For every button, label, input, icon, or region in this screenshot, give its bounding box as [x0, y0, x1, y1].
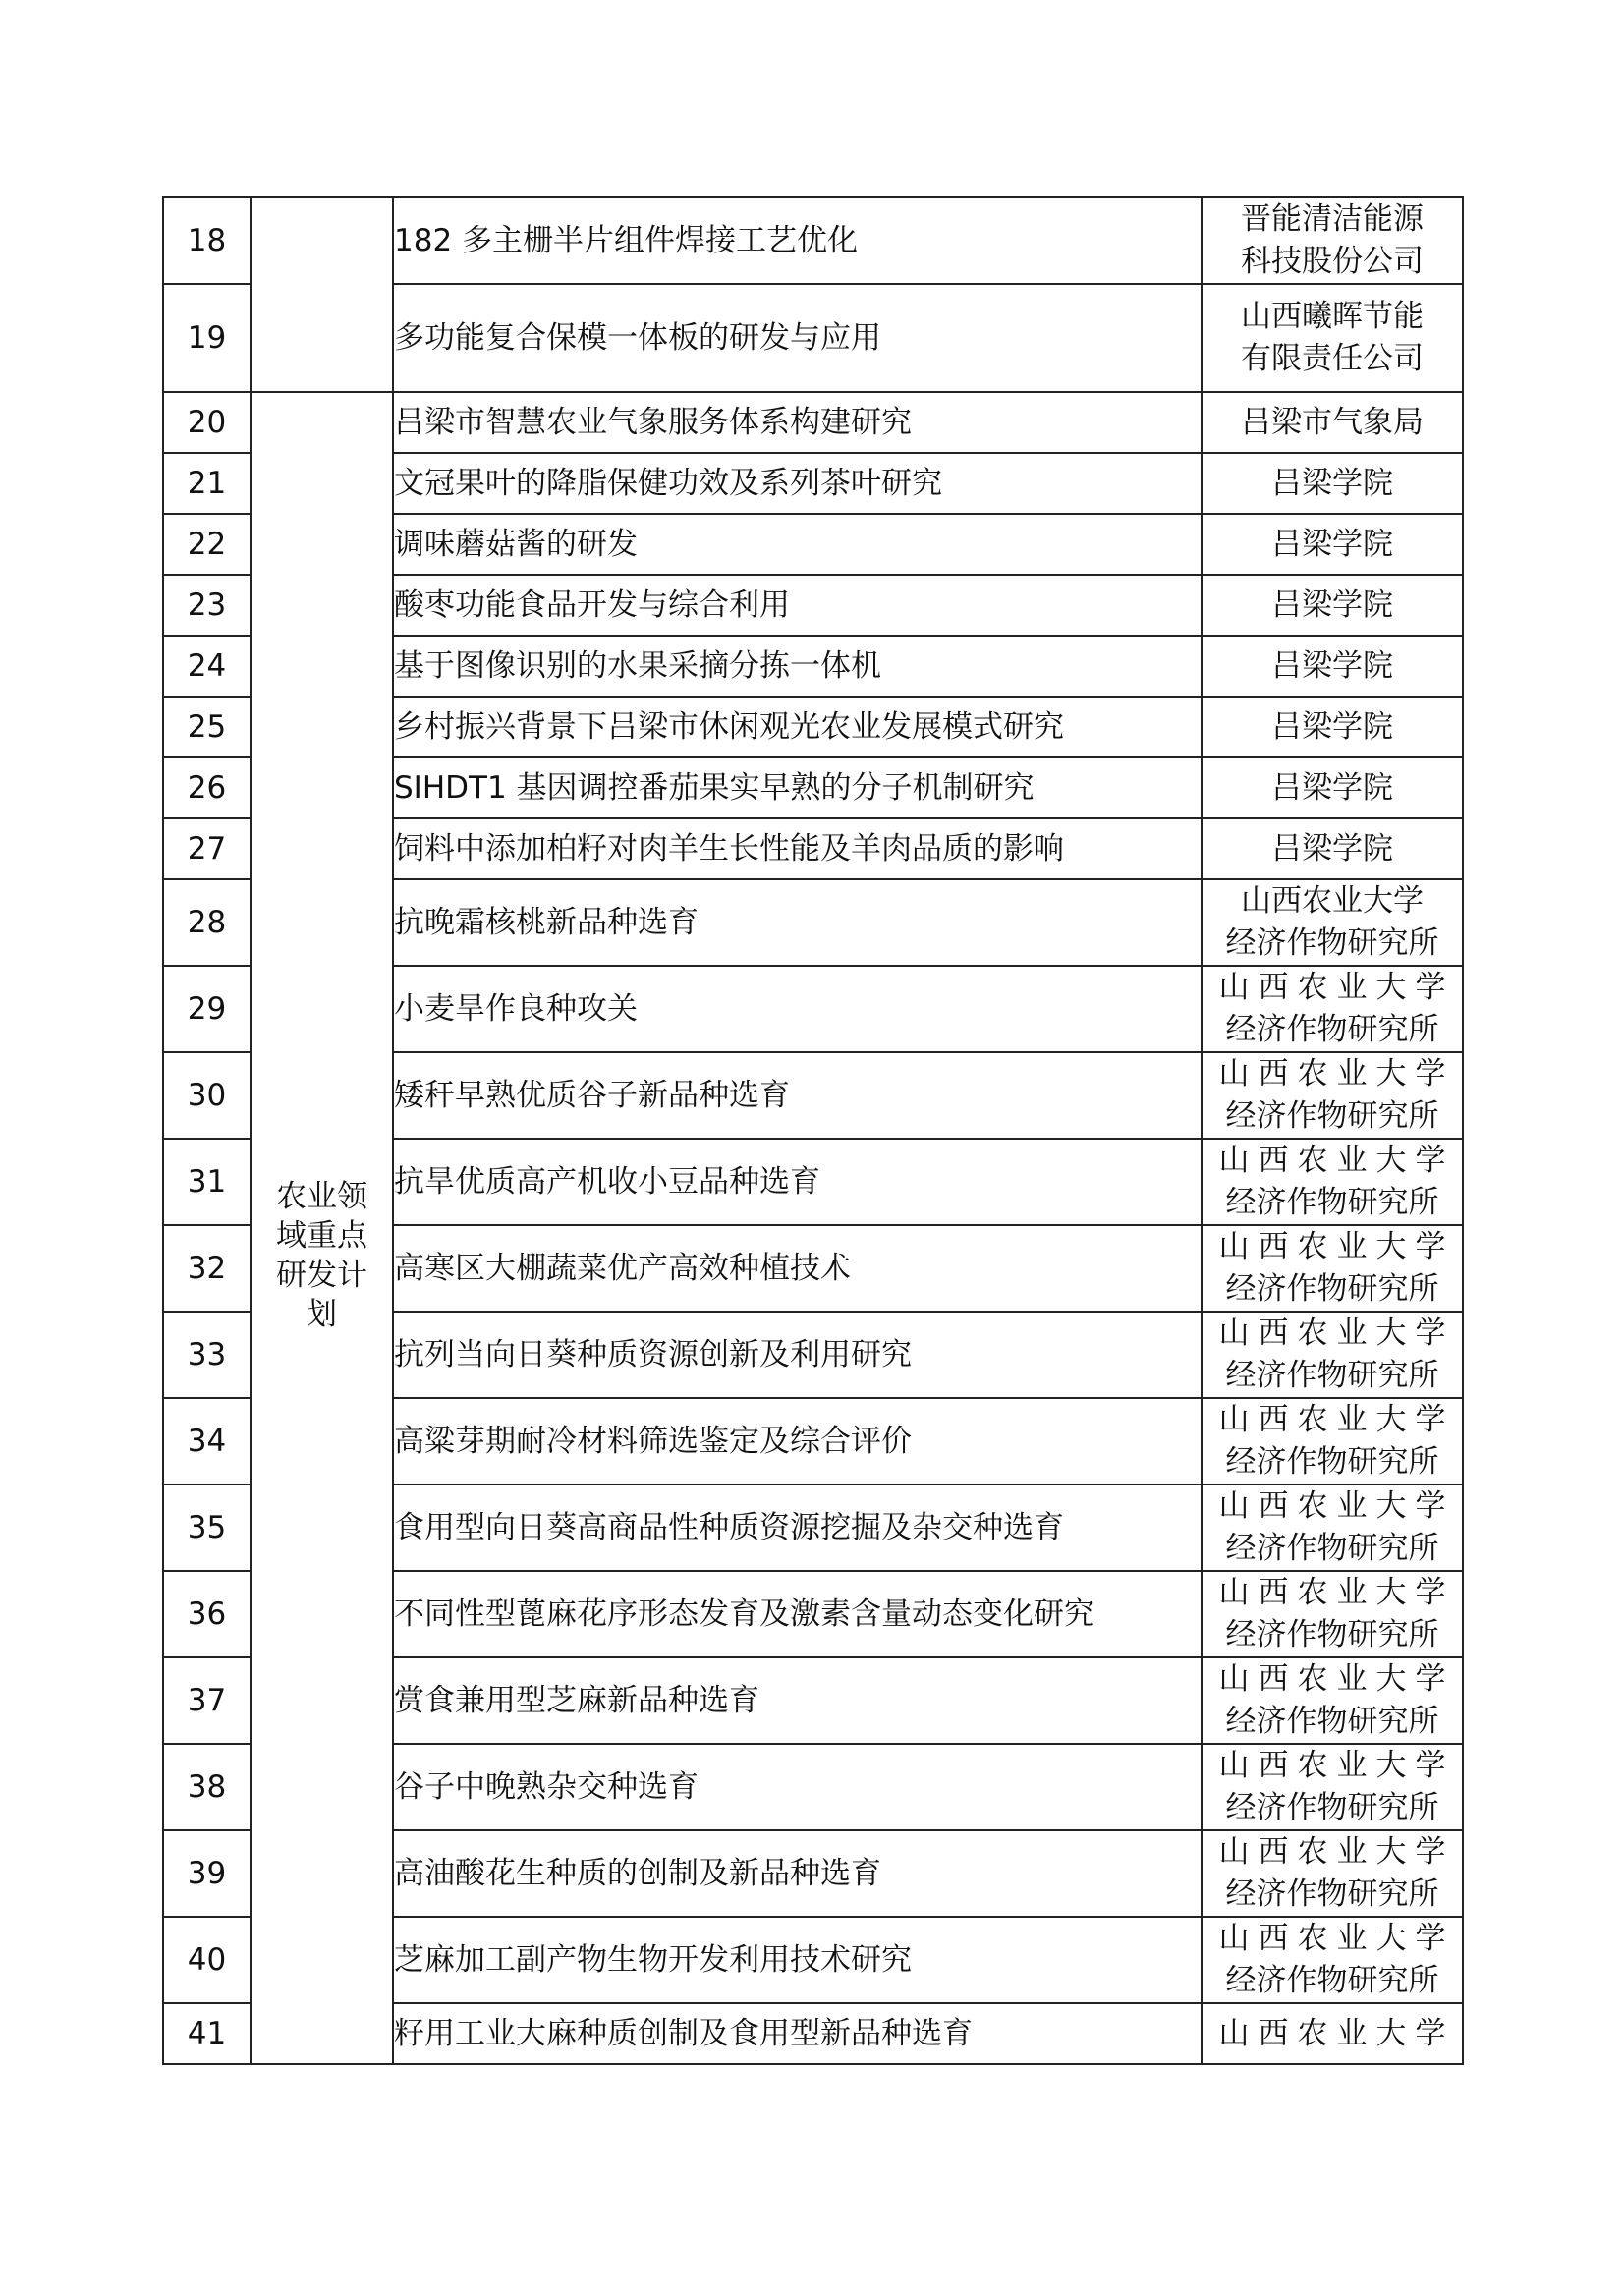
project-name: 乡村振兴背景下吕梁市休闲观光农业发展模式研究 — [393, 697, 1202, 757]
organization — [1202, 392, 1463, 453]
org-line: 吕梁学院 — [1271, 830, 1393, 867]
org-line: 吕梁学院 — [1271, 587, 1393, 623]
org-line: 山西农业大学 — [1218, 1229, 1455, 1264]
project-name: 饲料中添加柏籽对肉羊生长性能及羊肉品质的影响 — [393, 818, 1202, 879]
org-line: 吕梁学院 — [1271, 526, 1393, 562]
project-name: 高寒区大棚蔬菜优产高效种植技术 — [393, 1225, 1202, 1312]
org-line: 吕梁市气象局 — [1241, 404, 1424, 440]
row-number: 23 — [163, 575, 251, 636]
row-number: 26 — [163, 757, 251, 818]
organization — [1202, 1830, 1463, 1917]
project-name: 抗晚霜核桃新品种选育 — [393, 879, 1202, 966]
row-number: 21 — [163, 453, 251, 514]
row-number: 36 — [163, 1571, 251, 1657]
organization — [1202, 284, 1463, 392]
row-number: 19 — [163, 284, 251, 392]
organization — [1202, 1052, 1463, 1139]
organization — [1202, 879, 1463, 966]
org-line: 山西农业大学 — [1218, 970, 1455, 1005]
row-number: 30 — [163, 1052, 251, 1139]
org-line: 经济作物研究所 — [1225, 925, 1439, 961]
org-line: 经济作物研究所 — [1225, 1271, 1439, 1307]
project-name: 芝麻加工副产物生物开发利用技术研究 — [393, 1917, 1202, 2003]
project-name: 抗列当向日葵种质资源创新及利用研究 — [393, 1312, 1202, 1398]
org-line: 山西曦晖节能 — [1241, 299, 1424, 334]
organization — [1202, 1657, 1463, 1744]
org-line: 吕梁学院 — [1271, 465, 1393, 501]
org-line: 吕梁学院 — [1271, 647, 1393, 684]
org-line: 晋能清洁能源 — [1241, 201, 1424, 237]
category-cell-previous — [251, 197, 393, 392]
category-cell-agriculture — [251, 392, 393, 2064]
project-name: 高粱芽期耐冷材料筛选鉴定及综合评价 — [393, 1398, 1202, 1484]
org-line: 经济作物研究所 — [1225, 1876, 1439, 1912]
organization — [1202, 2003, 1463, 2064]
org-line: 山西农业大学 — [1218, 1056, 1455, 1092]
organization — [1202, 1398, 1463, 1484]
organization — [1202, 1139, 1463, 1225]
project-name: 籽用工业大麻种质创制及食用型新品种选育 — [393, 2003, 1202, 2064]
project-name: SIHDT1 基因调控番茄果实早熟的分子机制研究 — [393, 757, 1202, 818]
row-number: 20 — [163, 392, 251, 453]
organization — [1202, 1484, 1463, 1571]
project-name: 抗旱优质高产机收小豆品种选育 — [393, 1139, 1202, 1225]
org-line: 吕梁学院 — [1271, 708, 1393, 745]
row-number: 24 — [163, 636, 251, 697]
org-line: 山西农业大学 — [1218, 1488, 1455, 1524]
row-number: 41 — [163, 2003, 251, 2064]
table-row — [163, 197, 1463, 284]
row-number: 39 — [163, 1830, 251, 1917]
row-number: 37 — [163, 1657, 251, 1744]
project-name: 酸枣功能食品开发与综合利用 — [393, 575, 1202, 636]
org-line: 山西农业大学 — [1218, 1402, 1455, 1437]
row-number: 32 — [163, 1225, 251, 1312]
organization — [1202, 1225, 1463, 1312]
project-name: 182 多主栅半片组件焊接工艺优化 — [393, 197, 1202, 284]
org-line: 经济作物研究所 — [1225, 1704, 1439, 1739]
org-line: 科技股份公司 — [1241, 244, 1424, 279]
organization — [1202, 1571, 1463, 1657]
org-line: 经济作物研究所 — [1225, 1185, 1439, 1220]
row-number: 34 — [163, 1398, 251, 1484]
project-name: 调味蘑菇酱的研发 — [393, 514, 1202, 575]
row-number: 22 — [163, 514, 251, 575]
org-line: 经济作物研究所 — [1225, 1012, 1439, 1047]
org-line: 山西农业大学 — [1218, 1575, 1455, 1610]
organization — [1202, 514, 1463, 575]
organization — [1202, 757, 1463, 818]
organization — [1202, 1917, 1463, 2003]
org-line: 吕梁学院 — [1271, 769, 1393, 806]
org-line: 山西农业大学 — [1218, 1834, 1455, 1870]
organization — [1202, 575, 1463, 636]
project-name: 赏食兼用型芝麻新品种选育 — [393, 1657, 1202, 1744]
project-name: 谷子中晚熟杂交种选育 — [393, 1744, 1202, 1830]
org-line: 山西农业大学 — [1218, 1316, 1455, 1351]
row-number: 27 — [163, 818, 251, 879]
org-line: 山西农业大学 — [1218, 1143, 1455, 1178]
organization — [1202, 966, 1463, 1052]
org-line: 山西农业大学 — [1218, 1921, 1455, 1956]
project-name: 不同性型蓖麻花序形态发育及激素含量动态变化研究 — [393, 1571, 1202, 1657]
table-row — [163, 392, 1463, 453]
row-number: 29 — [163, 966, 251, 1052]
row-number: 35 — [163, 1484, 251, 1571]
org-line: 经济作物研究所 — [1225, 1358, 1439, 1393]
org-line: 经济作物研究所 — [1225, 1531, 1439, 1566]
row-number: 40 — [163, 1917, 251, 2003]
org-line: 经济作物研究所 — [1225, 1098, 1439, 1134]
row-number: 33 — [163, 1312, 251, 1398]
org-line: 山西农业大学 — [1241, 883, 1424, 919]
row-number: 28 — [163, 879, 251, 966]
project-name: 基于图像识别的水果采摘分拣一体机 — [393, 636, 1202, 697]
org-line: 有限责任公司 — [1241, 341, 1424, 376]
org-line: 山西农业大学 — [1218, 1748, 1455, 1783]
organization — [1202, 453, 1463, 514]
organization — [1202, 1312, 1463, 1398]
project-name: 文冠果叶的降脂保健功效及系列茶叶研究 — [393, 453, 1202, 514]
row-number: 18 — [163, 197, 251, 284]
project-table — [162, 196, 1464, 2065]
category-label: 农业领域重点研发计划 — [276, 1178, 367, 1332]
org-line: 经济作物研究所 — [1225, 1790, 1439, 1825]
org-line: 经济作物研究所 — [1225, 1444, 1439, 1480]
row-number: 25 — [163, 697, 251, 757]
organization — [1202, 1744, 1463, 1830]
project-name: 吕梁市智慧农业气象服务体系构建研究 — [393, 392, 1202, 453]
org-line: 山西农业大学 — [1218, 1661, 1455, 1697]
row-number: 31 — [163, 1139, 251, 1225]
org-line: 经济作物研究所 — [1225, 1617, 1439, 1652]
project-name: 矮秆早熟优质谷子新品种选育 — [393, 1052, 1202, 1139]
organization — [1202, 818, 1463, 879]
org-line: 山西农业大学 — [1218, 2015, 1455, 2051]
organization — [1202, 636, 1463, 697]
project-name: 多功能复合保模一体板的研发与应用 — [393, 284, 1202, 392]
org-line: 经济作物研究所 — [1225, 1963, 1439, 1998]
organization — [1202, 697, 1463, 757]
project-name: 高油酸花生种质的创制及新品种选育 — [393, 1830, 1202, 1917]
project-name: 食用型向日葵高商品性种质资源挖掘及杂交种选育 — [393, 1484, 1202, 1571]
project-name: 小麦旱作良种攻关 — [393, 966, 1202, 1052]
organization — [1202, 197, 1463, 284]
row-number: 38 — [163, 1744, 251, 1830]
